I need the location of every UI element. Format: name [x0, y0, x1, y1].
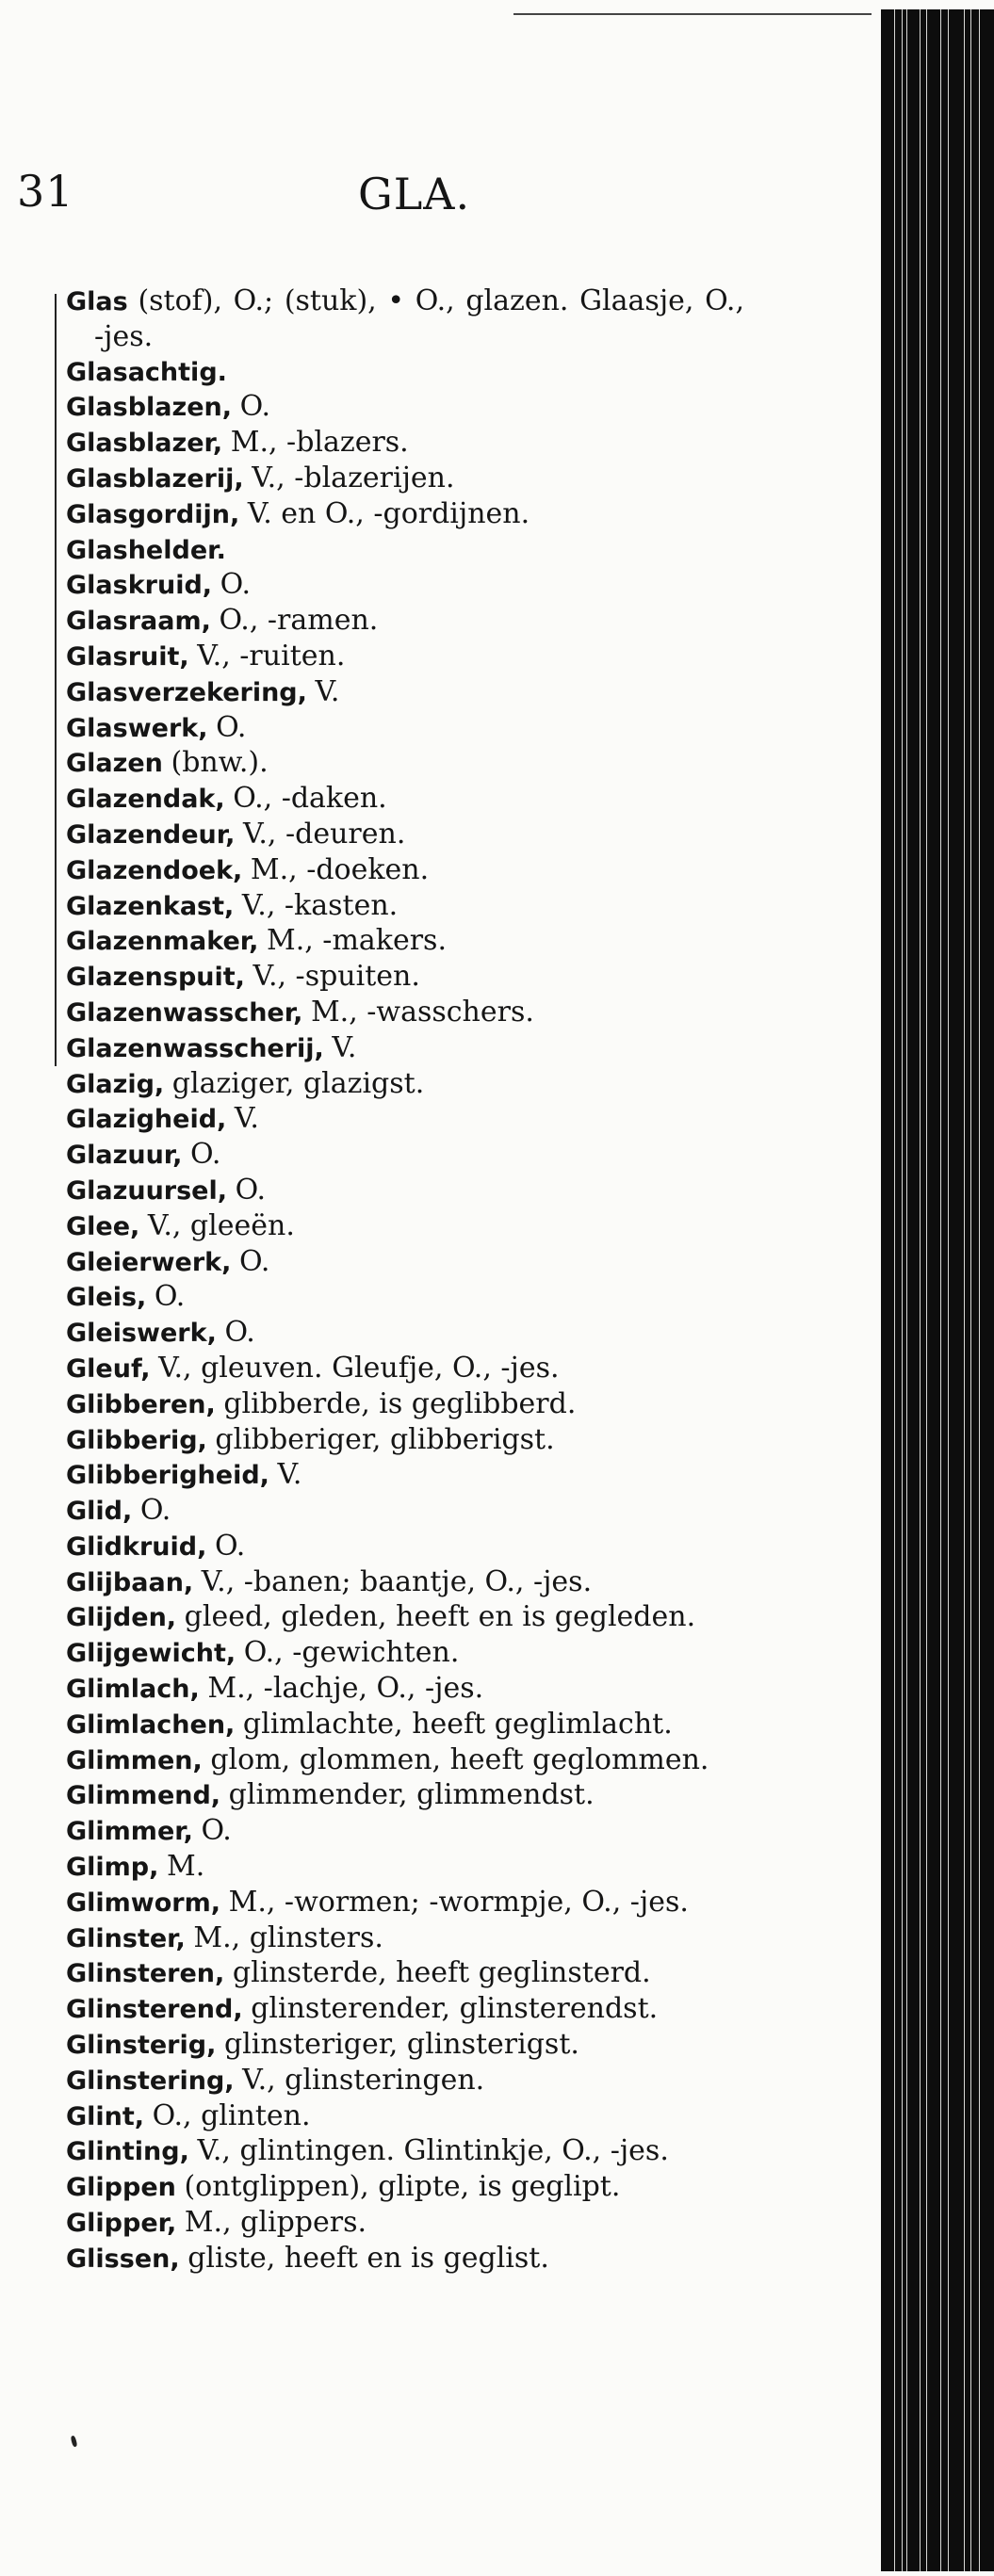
entry-definition: gleed, gleden, heeft en is gegleden.: [184, 1600, 696, 1634]
entry-definition: glaziger, glazigst.: [171, 1066, 425, 1100]
dictionary-entry: [66, 1672, 744, 1708]
entry-headword: Glazenspuit,: [66, 963, 245, 993]
entry-headword: Glint,: [66, 2101, 145, 2131]
entry-headword: Glimlachen,: [66, 1709, 236, 1740]
entry-headword: Glimp,: [66, 1853, 159, 1883]
entry-headword: Glinsterend,: [66, 1995, 243, 2025]
entry-definition: (stof), O.; (stuk), • O., glazen. Glaasje, O., -jes.: [94, 284, 744, 353]
entry-definition: O., -daken.: [233, 782, 387, 816]
entry-definition: O.: [239, 390, 270, 424]
dictionary-entry: [66, 1778, 744, 1814]
entry-definition: O.: [235, 1173, 266, 1207]
entry-definition: V., glinsteringen.: [242, 2063, 485, 2097]
entry-headword: Glazendak,: [66, 785, 225, 815]
dictionary-entry: [66, 2134, 744, 2170]
entry-definition: V., glintingen. Glintinkje, O., -jes.: [197, 2134, 669, 2168]
entry-headword: Glazenwasscher,: [66, 997, 303, 1028]
dictionary-entry: [66, 1600, 744, 1636]
dictionary-entry: [66, 1956, 744, 1992]
entry-definition: M., -doeken.: [250, 852, 430, 886]
entry-headword: Glasverzekering,: [66, 677, 307, 707]
entry-definition: V., gleuven. Gleufje, O., -jes.: [158, 1351, 560, 1385]
entry-headword: Glazenkast,: [66, 891, 235, 921]
entry-definition: O.: [224, 1316, 255, 1350]
entry-headword: Glimmer,: [66, 1817, 193, 1847]
entry-definition: V., gleeën.: [147, 1208, 295, 1242]
dictionary-entry: [66, 2028, 744, 2064]
entry-list: [66, 284, 744, 2277]
entry-headword: Glippen: [66, 2173, 176, 2203]
entry-definition: O.: [190, 1138, 221, 1172]
entry-headword: Glashelder.: [66, 535, 226, 565]
entry-headword: Glimlach,: [66, 1675, 200, 1705]
entry-definition: O.: [214, 1529, 246, 1563]
entry-headword: Glazenwasscherij,: [66, 1033, 324, 1063]
entry-headword: Glibberen,: [66, 1389, 216, 1419]
dictionary-entry: [66, 2242, 744, 2277]
dictionary-entry: [66, 746, 744, 782]
entry-headword: Glinsterig,: [66, 2031, 217, 2061]
entry-definition: M., -makers.: [266, 924, 447, 958]
entry-definition: glibberiger, glibberigst.: [215, 1422, 555, 1456]
entry-headword: Gleuf,: [66, 1353, 151, 1384]
page-header: GLA.: [358, 169, 471, 219]
entry-headword: Glijgewicht,: [66, 1639, 236, 1669]
entry-definition: O., -ramen.: [219, 604, 379, 638]
dictionary-entry: [66, 1743, 744, 1779]
dictionary-entry: [66, 355, 744, 391]
margin-rule: [55, 294, 57, 1066]
dictionary-entry: [66, 2099, 744, 2135]
dictionary-entry: [66, 2170, 744, 2206]
entry-definition: V., -banen; baantje, O., -jes.: [201, 1564, 593, 1598]
dictionary-entry: [66, 996, 744, 1031]
entry-headword: Glimworm,: [66, 1887, 221, 1918]
dictionary-entry: [66, 1316, 744, 1352]
entry-headword: Glasraam,: [66, 607, 211, 637]
entry-headword: Gleierwerk,: [66, 1247, 232, 1277]
dictionary-entry: [66, 1921, 744, 1957]
entry-headword: Glasblazer,: [66, 429, 223, 459]
entry-headword: Glasachtig.: [66, 357, 227, 387]
entry-definition: glimmender, glimmendst.: [228, 1778, 595, 1812]
dictionary-entry: [66, 1494, 744, 1530]
entry-definition: O.: [239, 1244, 270, 1278]
dictionary-entry: [66, 1886, 744, 1921]
entry-definition: V.: [277, 1458, 302, 1492]
entry-definition: glibberde, is geglibberd.: [223, 1386, 577, 1420]
dictionary-entry: [66, 533, 744, 569]
entry-headword: Glaskruid,: [66, 571, 213, 601]
entry-definition: M., -wasschers.: [310, 995, 534, 1029]
dictionary-entry: [66, 497, 744, 533]
dictionary-entry: [66, 818, 744, 853]
dictionary-entry: [66, 1423, 744, 1459]
entry-definition: O.: [201, 1814, 232, 1848]
dictionary-entry: [66, 1280, 744, 1316]
dictionary-entry: [66, 1387, 744, 1423]
entry-headword: Glinster,: [66, 1923, 186, 1953]
entry-headword: Glibberigheid,: [66, 1461, 269, 1491]
entry-definition: V.: [315, 674, 340, 708]
dictionary-entry: [66, 1565, 744, 1601]
dictionary-entry: [66, 1814, 744, 1850]
entry-definition: M., -wormen; -wormpje, O., -jes.: [228, 1885, 689, 1919]
dictionary-entry: [66, 675, 744, 711]
page-edge-band: [881, 9, 994, 2571]
entry-headword: Glijden,: [66, 1603, 177, 1633]
entry-headword: Glimmend,: [66, 1781, 221, 1811]
entry-definition: (ontglippen), glipte, is geglipt.: [184, 2170, 621, 2204]
entry-headword: Glasruit,: [66, 641, 189, 672]
entry-definition: glinsterde, heeft geglinsterd.: [232, 1956, 651, 1990]
dictionary-entry: [66, 1067, 744, 1103]
dictionary-entry: [66, 1636, 744, 1672]
entry-headword: Glazigheid,: [66, 1105, 227, 1135]
dictionary-entry: [66, 853, 744, 889]
dictionary-entry: [66, 390, 744, 426]
dictionary-entry: [66, 426, 744, 462]
dictionary-entry: [66, 640, 744, 675]
entry-definition: V., -kasten.: [241, 888, 399, 922]
dictionary-entry: [66, 1850, 744, 1886]
entry-definition: M., glippers.: [184, 2206, 367, 2240]
dictionary-entry: [66, 1352, 744, 1387]
dictionary-entry: [66, 960, 744, 996]
entry-headword: Glazig,: [66, 1069, 165, 1099]
entry-definition: V.: [234, 1102, 259, 1136]
entry-definition: M., glinsters.: [193, 1920, 383, 1954]
entry-definition: O.: [154, 1280, 186, 1314]
entry-headword: Glasgordijn,: [66, 499, 240, 529]
entry-definition: glimlachte, heeft geglimlacht.: [242, 1707, 673, 1741]
entry-headword: Glid,: [66, 1497, 133, 1527]
entry-definition: O., glinten.: [152, 2098, 311, 2132]
entry-definition: O.: [220, 568, 252, 602]
entry-definition: M., -blazers.: [230, 426, 409, 460]
entry-headword: Glasblazen,: [66, 393, 233, 423]
entry-definition: O., -gewichten.: [243, 1636, 460, 1670]
entry-headword: Glas: [66, 287, 128, 316]
entry-headword: Glinsteren,: [66, 1959, 225, 1989]
entry-headword: Glazen: [66, 749, 163, 779]
entry-headword: Gleiswerk,: [66, 1319, 217, 1349]
entry-definition: M., -lachje, O., -jes.: [207, 1672, 484, 1706]
dictionary-entry: [66, 1209, 744, 1245]
entry-definition: gliste, heeft en is geglist.: [187, 2241, 549, 2275]
entry-definition: V., -spuiten.: [253, 960, 420, 994]
entry-headword: Glazuursel,: [66, 1175, 228, 1206]
entry-definition: O.: [216, 710, 247, 744]
entry-headword: Glissen,: [66, 2244, 180, 2274]
entry-headword: Glasblazerij,: [66, 463, 244, 494]
entry-definition: V. en O., -gordijnen.: [247, 496, 530, 530]
dictionary-entry: [66, 1708, 744, 1743]
entry-headword: Gleis,: [66, 1283, 147, 1313]
entry-definition: V., -deuren.: [242, 817, 406, 851]
top-rule: [513, 13, 872, 15]
dictionary-entry: [66, 462, 744, 497]
dictionary-entry: [66, 2206, 744, 2242]
dictionary-entry: [66, 2064, 744, 2099]
dictionary-entry: [66, 782, 744, 818]
entry-headword: Glijbaan,: [66, 1567, 194, 1597]
entry-definition: M.: [166, 1850, 205, 1884]
entry-headword: Glimmen,: [66, 1745, 203, 1775]
entry-definition: glom, glommen, heeft geglommen.: [210, 1742, 709, 1776]
entry-definition: (bnw.).: [171, 746, 269, 780]
entry-definition: V., -ruiten.: [197, 639, 346, 672]
entry-headword: Glinting,: [66, 2137, 189, 2167]
dictionary-entry: [66, 1102, 744, 1138]
dictionary-entry: [66, 1245, 744, 1281]
entry-definition: O.: [139, 1494, 171, 1528]
dictionary-entry: [66, 1174, 744, 1209]
entry-headword: Glazendoek,: [66, 855, 243, 885]
ink-speck: [71, 2436, 78, 2448]
dictionary-entry: [66, 604, 744, 640]
dictionary-entry: [66, 1992, 744, 2028]
dictionary-entry: [66, 1138, 744, 1174]
entry-headword: Glaswerk,: [66, 713, 208, 743]
entry-headword: Glee,: [66, 1211, 140, 1241]
dictionary-entry: [66, 1031, 744, 1067]
dictionary-entry: [66, 924, 744, 960]
dictionary-entry: [66, 711, 744, 747]
entry-definition: V., -blazerijen.: [252, 461, 455, 494]
entry-headword: Glazenmaker,: [66, 927, 259, 957]
entry-definition: glinsterender, glinsterendst.: [251, 1992, 659, 2026]
entry-headword: Glipper,: [66, 2209, 177, 2239]
entry-headword: Glazuur,: [66, 1141, 183, 1171]
entry-definition: glinsteriger, glinsterigst.: [223, 2028, 579, 2062]
dictionary-entry: [66, 1530, 744, 1565]
entry-headword: Glidkruid,: [66, 1531, 207, 1562]
entry-headword: Glazendeur,: [66, 819, 236, 850]
page-number: 31: [17, 166, 74, 217]
dictionary-entry: [66, 889, 744, 925]
dictionary-entry: [66, 284, 744, 355]
dictionary-entry: [66, 1458, 744, 1494]
entry-definition: V.: [332, 1030, 357, 1064]
entry-headword: Glinstering,: [66, 2066, 235, 2096]
entry-headword: Glibberig,: [66, 1425, 207, 1455]
dictionary-entry: [66, 568, 744, 604]
